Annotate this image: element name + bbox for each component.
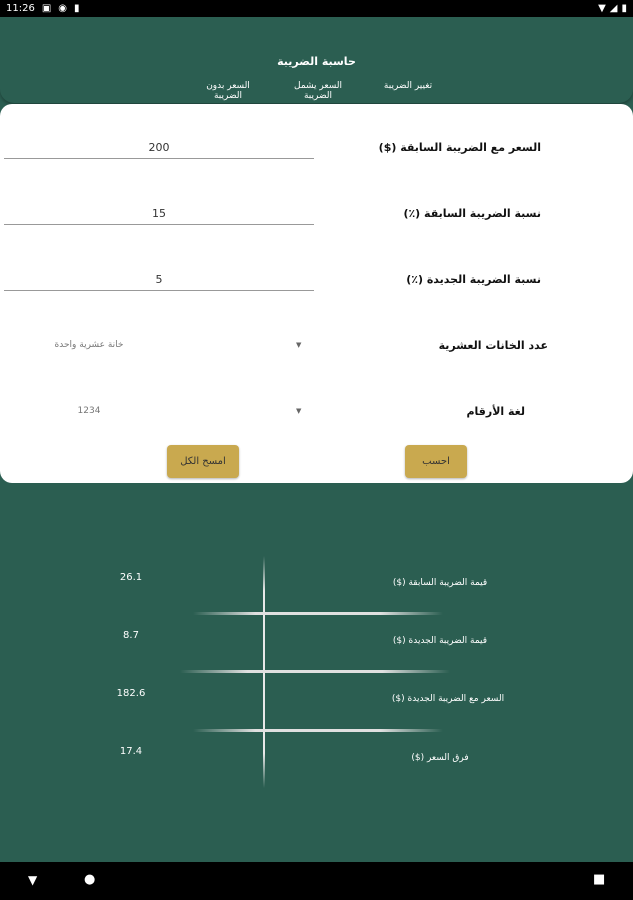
old-tax-label: قيمة الضريبة السابقة ($) [392,578,488,588]
input-card [0,104,633,483]
results-divider [193,612,443,615]
tab-price-incl-tax[interactable]: السعر يشمل الضريبة [294,81,342,101]
decimals-dropdown[interactable] [4,340,314,350]
status-bar [0,0,633,17]
wifi-icon: ▼ [598,3,606,14]
system-nav-bar [0,862,633,900]
new-tax-value: 8.7 [123,630,139,641]
new-price-label: السعر مع الضريبة الجديدة ($) [391,694,505,704]
page-title: حاسبة الضريبة [277,55,356,68]
home-icon[interactable]: ● [84,872,96,887]
sd-card-icon: ▮ [74,3,80,14]
digits-value: 1234 [77,406,101,416]
app-notification-icon: ◉ [58,3,68,14]
digits-dropdown[interactable] [4,406,314,416]
new-tax-label: قيمة الضريبة الجديدة ($) [392,636,488,646]
results-divider [180,670,450,673]
notification-icon: ▣ [41,3,52,14]
clear-all-button[interactable]: امسح الكل [167,445,239,478]
battery-icon: ▮ [621,3,627,14]
old-rate-input[interactable]: 15 [4,207,314,225]
price-diff-label: فرق السعر ($) [411,753,469,763]
signal-icon: ◢ [609,3,618,14]
chevron-down-icon: ▼ [296,407,302,415]
price-label: السعر مع الضريبة السابقة ($) [378,141,541,154]
new-rate-label: نسبة الضريبة الجديدة (٪) [406,273,541,286]
old-rate-label: نسبة الضريبة السابقة (٪) [403,207,541,220]
status-time: 11:26 [6,3,35,14]
calculate-button[interactable]: احسب [405,445,467,478]
chevron-down-icon: ▼ [296,341,302,349]
decimals-value: خانة عشرية واحدة [54,340,124,350]
price-diff-value: 17.4 [119,746,143,757]
back-icon[interactable]: ▼ [28,873,38,887]
tab-price-excl-tax[interactable]: السعر بدون الضريبة [206,81,250,101]
decimals-label: عدد الخانات العشرية [438,339,548,352]
results-divider [193,729,443,732]
new-price-value: 182.6 [116,688,146,699]
digits-label: لغة الأرقام [466,405,525,418]
price-input[interactable]: 200 [4,141,314,159]
old-tax-value: 26.1 [119,572,143,583]
tab-change-tax[interactable]: تغيير الضريبة [363,79,453,111]
app-header [0,17,633,103]
recents-icon[interactable]: ■ [593,872,606,887]
new-rate-input[interactable]: 5 [4,273,314,291]
